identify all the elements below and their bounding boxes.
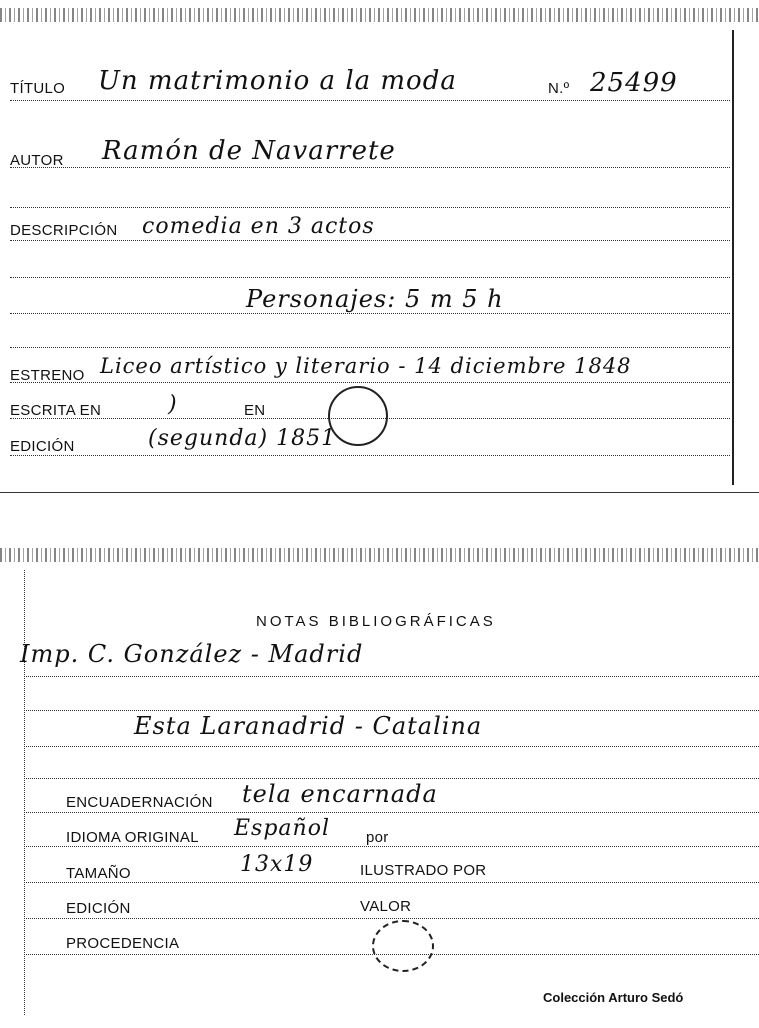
autor-label: AUTOR (10, 152, 64, 169)
procedencia-label: PROCEDENCIA (66, 935, 180, 952)
rule-line (10, 347, 730, 348)
descripcion-label: DESCRIPCIÓN (10, 222, 118, 239)
ink-stamp (372, 920, 434, 972)
rule-line (24, 710, 759, 711)
catalog-card-front (0, 0, 759, 495)
autor-value: Ramón de Navarrete (102, 136, 396, 166)
card-bottom-edge (0, 492, 759, 493)
rule-line (24, 676, 759, 677)
estreno-value: Liceo artístico y literario - 14 diciembre 1848 (100, 354, 632, 378)
escrita-label: ESCRITA EN (10, 402, 102, 419)
card-right-border (732, 30, 734, 485)
tamano-value: 13x19 (240, 852, 314, 877)
rule-line (10, 167, 730, 168)
valor-label: VALOR (360, 898, 412, 915)
notas-line-1: Imp. C. González - Madrid (20, 640, 364, 668)
catalog-card-back (0, 540, 759, 1028)
rule-line (10, 382, 730, 383)
personajes-value: Personajes: 5 m 5 h (246, 285, 504, 313)
rule-line (24, 846, 759, 847)
rule-line (24, 812, 759, 813)
rule-line (10, 313, 730, 314)
card-left-border (24, 570, 25, 1015)
rule-line (24, 918, 759, 919)
titulo-label: TÍTULO (10, 80, 66, 97)
rule-line (10, 207, 730, 208)
descripcion-value: comedia en 3 actos (142, 214, 375, 239)
edicion-label: EDICIÓN (10, 438, 75, 455)
en-label: EN (244, 402, 266, 419)
coleccion-label: Colección Arturo Sedó (543, 990, 684, 1005)
card-top-edge (0, 548, 759, 562)
card-top-edge (0, 8, 759, 22)
rule-line (10, 100, 730, 101)
rule-line (10, 455, 730, 456)
encuadernacion-label: ENCUADERNACIÓN (66, 794, 213, 811)
rule-line (24, 778, 759, 779)
titulo-value: Un matrimonio a la moda (98, 66, 457, 96)
idioma-label: IDIOMA ORIGINAL (66, 829, 199, 846)
numero-label: N.º (548, 80, 570, 97)
edicion-value: (segunda) 1851 (148, 426, 337, 451)
notas-title: NOTAS BIBLIOGRÁFICAS (256, 613, 496, 630)
por-label: por (366, 829, 389, 846)
encuadernacion-value: tela encarnada (242, 780, 438, 808)
edicion-label: EDICIÓN (66, 900, 131, 917)
numero-value: 25499 (590, 68, 678, 98)
escrita-value: ) (168, 392, 178, 417)
rule-line (24, 882, 759, 883)
idioma-value: Español (234, 816, 330, 841)
ilustrado-label: ILUSTRADO POR (360, 862, 487, 879)
rule-line (24, 746, 759, 747)
notas-line-2: Esta Laranadrid - Catalina (134, 712, 483, 740)
rule-line (10, 277, 730, 278)
estreno-label: ESTRENO (10, 367, 85, 384)
rule-line (10, 240, 730, 241)
tamano-label: TAMAÑO (66, 865, 131, 882)
ink-stamp (328, 386, 388, 446)
